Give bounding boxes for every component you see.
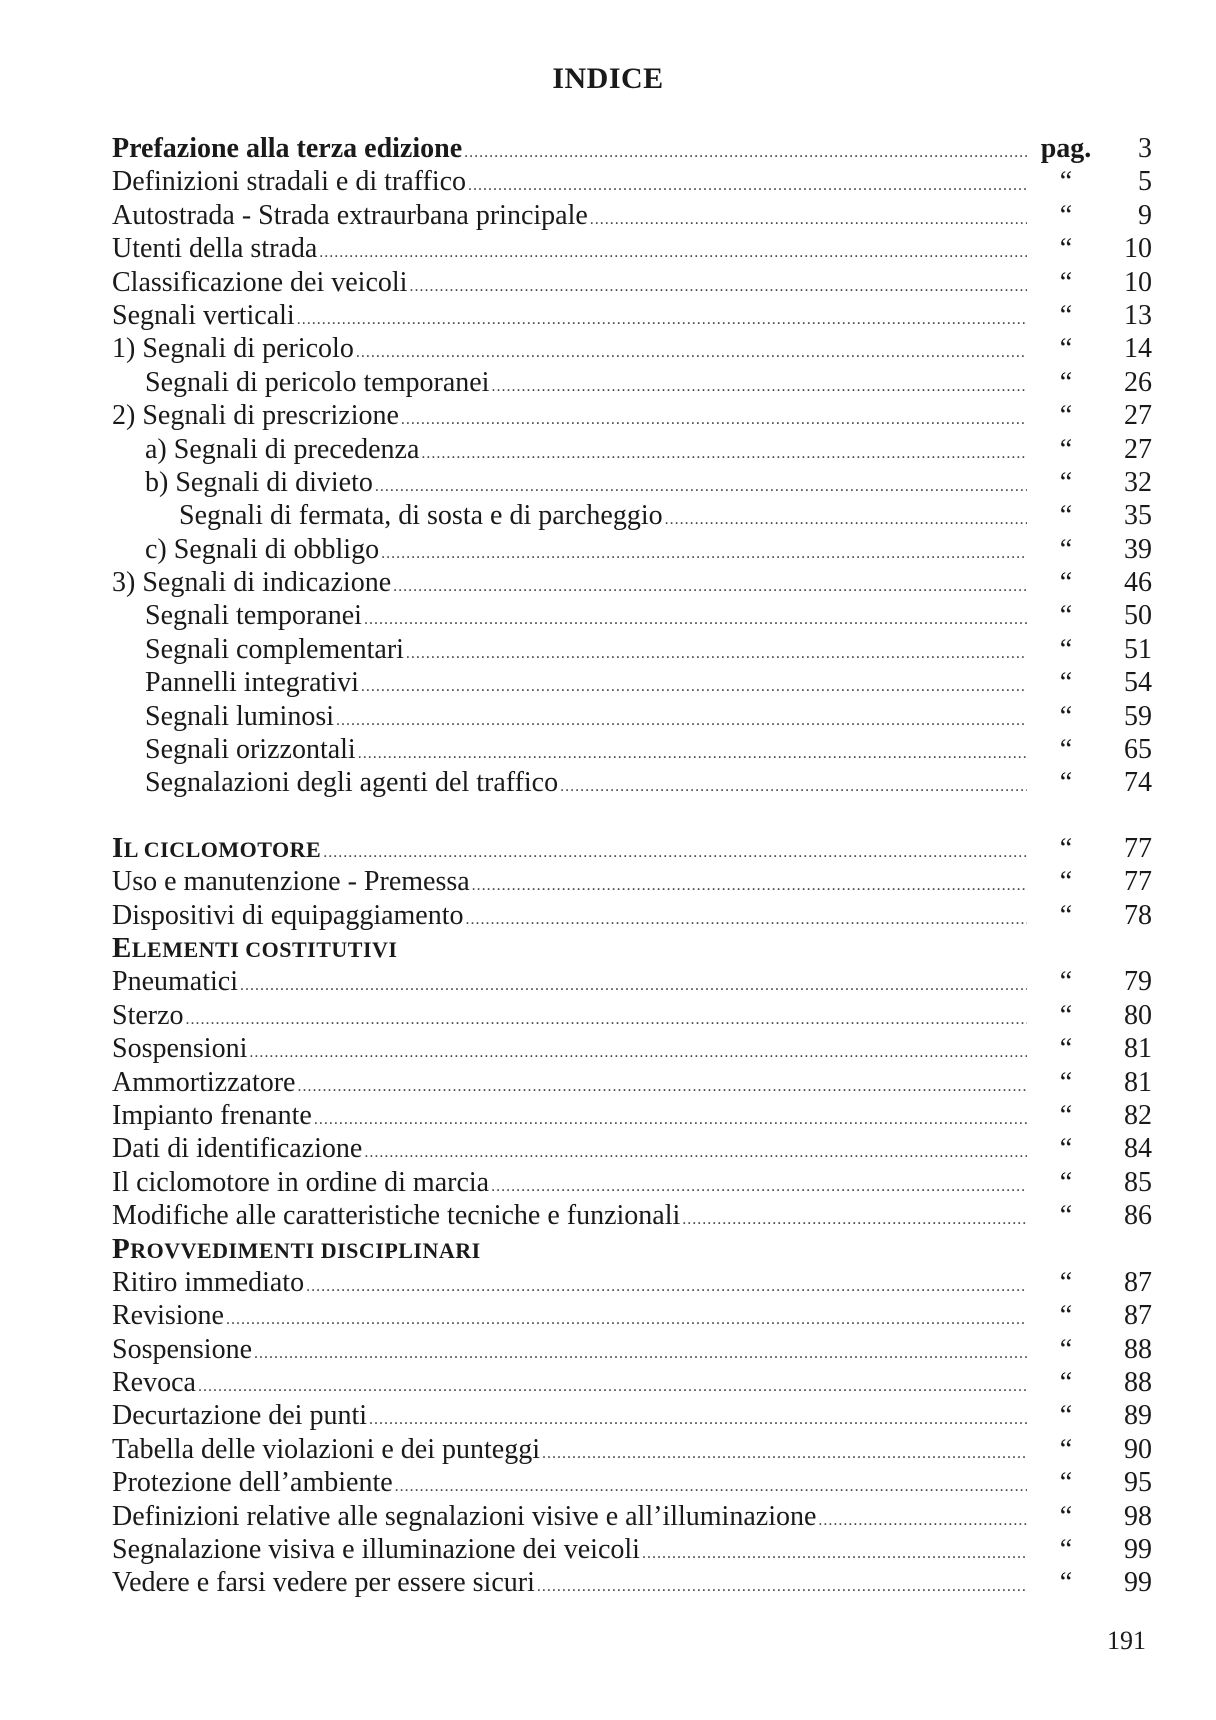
toc-entry-ditto-mark: “ xyxy=(1059,899,1073,931)
dot-leader xyxy=(535,1570,1027,1599)
toc-entry-leader xyxy=(112,399,1027,432)
toc-entry-ditto-mark: “ xyxy=(1059,633,1073,665)
toc-entry-leader xyxy=(112,733,1027,766)
toc-entry-leader xyxy=(112,1333,1027,1366)
dot-leader xyxy=(399,403,1027,432)
toc-entry-page: 5 xyxy=(1138,166,1152,198)
toc-entry-ditto-mark: “ xyxy=(1059,1300,1073,1332)
dot-leader xyxy=(466,169,1027,198)
toc-entry-ditto-mark: “ xyxy=(1059,199,1073,231)
toc-entry-leader xyxy=(112,1099,1027,1132)
toc-entry-ditto-mark: “ xyxy=(1059,400,1073,432)
toc-entry-leader xyxy=(112,1466,1027,1499)
toc-entry[interactable] xyxy=(112,599,1152,632)
dot-leader xyxy=(489,1170,1027,1199)
toc-entry-ditto-mark: “ xyxy=(1059,166,1073,198)
toc-entry-page: 81 xyxy=(1124,1033,1152,1065)
toc-entry-page: 74 xyxy=(1124,767,1152,799)
toc-entry-page: 51 xyxy=(1124,633,1152,665)
toc-entry[interactable] xyxy=(112,865,1152,898)
toc-entry-ditto-mark: “ xyxy=(1059,832,1073,864)
dot-leader xyxy=(680,1203,1027,1232)
toc-entry-label: Definizioni relative alle segnalazioni visive e all’illuminazione xyxy=(112,1500,817,1532)
index-title: INDICE xyxy=(552,62,664,95)
dot-leader xyxy=(354,336,1027,365)
toc-entry[interactable] xyxy=(112,832,1152,865)
dot-leader xyxy=(312,1103,1027,1132)
toc-entry-leader xyxy=(112,766,1027,799)
toc-entry-ditto-mark: “ xyxy=(1059,433,1073,465)
toc-entry-page: 98 xyxy=(1124,1500,1152,1532)
toc-entry-leader xyxy=(112,1533,1027,1566)
toc-entry-page: 27 xyxy=(1124,433,1152,465)
dot-leader xyxy=(393,1470,1027,1499)
toc-entry-leader xyxy=(112,965,1027,998)
toc-entry-ditto-mark: “ xyxy=(1059,266,1073,298)
toc-entry-ditto-mark: “ xyxy=(1059,700,1073,732)
dot-leader xyxy=(247,1036,1027,1065)
toc-entry-ditto-mark: “ xyxy=(1059,299,1073,331)
toc-entry[interactable] xyxy=(112,299,1152,332)
toc-entry-ditto-mark: “ xyxy=(1059,966,1073,998)
dot-leader xyxy=(663,503,1027,532)
toc-entry-label: Segnali complementari xyxy=(145,633,404,665)
toc-entry[interactable] xyxy=(112,1066,1152,1099)
toc-entry-label: Il ciclomotore in ordine di marcia xyxy=(112,1166,490,1198)
toc-entry-ditto-mark: pag. xyxy=(1040,133,1092,164)
toc-entry-page: 14 xyxy=(1124,333,1152,365)
dot-leader xyxy=(588,203,1027,232)
toc-entry-ditto-mark: “ xyxy=(1059,667,1073,699)
toc-entry-label: 2) Segnali di prescrizione xyxy=(112,400,399,432)
toc-entry-page: 10 xyxy=(1124,233,1152,265)
toc-entry-label: Segnali orizzontali xyxy=(145,734,356,766)
toc-entry-ditto-mark: “ xyxy=(1059,734,1073,766)
toc-entry[interactable] xyxy=(112,899,1152,932)
toc-entry-ditto-mark: “ xyxy=(1059,1266,1073,1298)
toc-entry-leader xyxy=(112,599,1027,632)
toc-entry-leader xyxy=(112,633,1027,666)
toc-entry-label: Decurtazione dei punti xyxy=(112,1400,368,1432)
toc-entry-leader xyxy=(112,832,1027,865)
toc-entry-label: Dispositivi di equipaggiamento xyxy=(112,899,464,931)
toc-entry-ditto-mark: “ xyxy=(1059,767,1073,799)
toc-entry-ditto-mark: “ xyxy=(1059,1066,1073,1098)
dot-leader xyxy=(362,603,1027,632)
toc-entry-leader xyxy=(112,865,1027,898)
toc-entry-page: 90 xyxy=(1124,1433,1152,1465)
toc-entry[interactable] xyxy=(112,1366,1152,1399)
toc-entry-ditto-mark: “ xyxy=(1059,1099,1073,1131)
toc-entry-leader xyxy=(112,1500,1027,1533)
toc-entry-label: Utenti della strada xyxy=(112,233,318,265)
toc-entry[interactable] xyxy=(112,132,1152,165)
toc-entry[interactable] xyxy=(112,499,1152,532)
toc-entry-ditto-mark: “ xyxy=(1059,1467,1073,1499)
toc-entry-label: Segnali luminosi xyxy=(145,700,334,732)
toc-entry-page: 3 xyxy=(1138,133,1152,164)
toc-entry[interactable] xyxy=(112,1433,1152,1466)
toc-entry-page: 84 xyxy=(1124,1133,1152,1165)
dot-leader xyxy=(252,1337,1027,1366)
toc-entry-page: 85 xyxy=(1124,1166,1152,1198)
toc-entry-page: 50 xyxy=(1124,600,1152,632)
toc-entry-page: 32 xyxy=(1124,466,1152,498)
dot-leader xyxy=(462,136,1027,165)
dot-leader xyxy=(362,1136,1027,1165)
toc-entry[interactable] xyxy=(112,1032,1152,1065)
dot-leader xyxy=(558,770,1027,799)
dot-leader xyxy=(238,969,1027,998)
toc-entry-page: 54 xyxy=(1124,667,1152,699)
toc-entry-leader xyxy=(112,299,1027,332)
toc-entry-label: Sospensione xyxy=(112,1333,252,1365)
toc-entry-label: Segnali temporanei xyxy=(145,600,362,632)
toc-entry-page: 26 xyxy=(1124,366,1152,398)
dot-leader xyxy=(317,236,1027,265)
toc-entry-leader xyxy=(112,999,1027,1032)
toc-entry-label: Ammortizzatore xyxy=(112,1066,296,1098)
dot-leader xyxy=(489,370,1027,399)
toc-entry-page: 88 xyxy=(1124,1367,1152,1399)
toc-entry-leader xyxy=(112,199,1027,232)
toc-entry-ditto-mark: “ xyxy=(1059,600,1073,632)
toc-entry[interactable] xyxy=(112,733,1152,766)
toc-entry-leader xyxy=(112,1032,1027,1065)
dot-leader xyxy=(367,1403,1027,1432)
dot-leader xyxy=(184,1003,1027,1032)
dot-leader xyxy=(391,570,1027,599)
toc-entry-leader xyxy=(112,899,1027,932)
toc-entry-page: 10 xyxy=(1124,266,1152,298)
toc-entry[interactable] xyxy=(112,1566,1152,1599)
dot-leader xyxy=(373,470,1027,499)
toc-entry-leader xyxy=(112,466,1027,499)
toc-entry-label: Classificazione dei veicoli xyxy=(112,266,408,298)
toc-entry-leader xyxy=(112,1266,1027,1299)
toc-entry-label: Segnali di fermata, di sosta e di parcheggio xyxy=(179,500,663,532)
toc-entry-ditto-mark: “ xyxy=(1059,1367,1073,1399)
toc-entry[interactable] xyxy=(112,1166,1152,1199)
toc-entry[interactable] xyxy=(112,1132,1152,1165)
toc-entry[interactable] xyxy=(112,332,1152,365)
toc-entry-label: 1) Segnali di pericolo xyxy=(112,333,354,365)
toc-entry[interactable] xyxy=(112,1299,1152,1332)
toc-entry-ditto-mark: “ xyxy=(1059,999,1073,1031)
toc-entry-leader xyxy=(112,1166,1027,1199)
toc-entry[interactable] xyxy=(112,1233,1152,1266)
toc-entry-label: Segnalazione visiva e illuminazione dei veicoli xyxy=(112,1534,640,1566)
toc-entry-label: Uso e manutenzione - Premessa xyxy=(112,866,470,898)
toc-entry-leader xyxy=(112,433,1027,466)
toc-entry-label: Sterzo xyxy=(112,999,184,1031)
toc-entry-leader xyxy=(112,266,1027,299)
toc-entry-page: 77 xyxy=(1124,866,1152,898)
toc-entry[interactable] xyxy=(112,1533,1152,1566)
toc-entry[interactable] xyxy=(112,965,1152,998)
toc-entry-label: 3) Segnali di indicazione xyxy=(112,567,392,599)
table-of-contents xyxy=(112,132,1152,1600)
toc-entry-ditto-mark: “ xyxy=(1059,567,1073,599)
dot-leader xyxy=(356,737,1027,766)
toc-entry-label: IL CICLOMOTORE xyxy=(112,831,322,864)
toc-entry-ditto-mark: “ xyxy=(1059,1166,1073,1198)
toc-entry[interactable] xyxy=(112,165,1152,198)
toc-entry-leader xyxy=(112,1132,1027,1165)
dot-leader xyxy=(407,270,1027,299)
dot-leader xyxy=(295,303,1027,332)
toc-entry-leader xyxy=(112,1433,1027,1466)
toc-entry-label: Segnalazioni degli agenti del traffico xyxy=(145,767,559,799)
toc-entry[interactable] xyxy=(112,199,1152,232)
toc-entry-label: Modifiche alle caratteristiche tecniche e funzionali xyxy=(112,1200,681,1232)
toc-entry-ditto-mark: “ xyxy=(1059,366,1073,398)
toc-entry-leader xyxy=(112,499,1027,532)
toc-entry-leader xyxy=(112,332,1027,365)
toc-entry-label: b) Segnali di divieto xyxy=(145,466,373,498)
dot-leader xyxy=(334,704,1027,733)
toc-entry-leader xyxy=(112,1233,1027,1266)
dot-leader xyxy=(359,670,1027,699)
toc-entry-page: 99 xyxy=(1124,1567,1152,1599)
toc-entry-label: Revoca xyxy=(112,1367,196,1399)
toc-entry-label: Impianto frenante xyxy=(112,1099,312,1131)
toc-entry-page: 27 xyxy=(1124,400,1152,432)
dot-leader xyxy=(295,1070,1027,1099)
toc-entry-page: 87 xyxy=(1124,1300,1152,1332)
toc-entry-label: Revisione xyxy=(112,1300,224,1332)
toc-entry[interactable] xyxy=(112,766,1152,799)
toc-entry[interactable] xyxy=(112,1500,1152,1533)
toc-entry-page: 89 xyxy=(1124,1400,1152,1432)
toc-entry-page: 99 xyxy=(1124,1534,1152,1566)
toc-entry-page: 77 xyxy=(1124,832,1152,864)
toc-entry-leader xyxy=(112,932,1027,965)
toc-entry[interactable] xyxy=(112,1399,1152,1432)
toc-entry-ditto-mark: “ xyxy=(1059,1567,1073,1599)
toc-entry[interactable] xyxy=(112,666,1152,699)
toc-entry[interactable] xyxy=(112,700,1152,733)
dot-leader xyxy=(224,1303,1027,1332)
toc-entry[interactable] xyxy=(112,566,1152,599)
toc-entry-ditto-mark: “ xyxy=(1059,1400,1073,1432)
toc-entry-page: 86 xyxy=(1124,1200,1152,1232)
toc-entry-leader xyxy=(112,1199,1027,1232)
toc-entry-label: c) Segnali di obbligo xyxy=(145,533,380,565)
toc-entry[interactable] xyxy=(112,232,1152,265)
toc-entry-leader xyxy=(112,366,1027,399)
toc-entry-page: 78 xyxy=(1124,899,1152,931)
toc-entry-label: Segnali verticali xyxy=(112,299,295,331)
toc-entry[interactable] xyxy=(112,1099,1152,1132)
toc-entry-ditto-mark: “ xyxy=(1059,1433,1073,1465)
toc-entry[interactable] xyxy=(112,999,1152,1032)
toc-entry-ditto-mark: “ xyxy=(1059,866,1073,898)
toc-entry-label: Vedere e farsi vedere per essere sicuri xyxy=(112,1567,535,1599)
toc-entry[interactable] xyxy=(112,1333,1152,1366)
dot-leader xyxy=(470,869,1027,898)
toc-entry-page: 80 xyxy=(1124,999,1152,1031)
toc-entry-page: 82 xyxy=(1124,1099,1152,1131)
toc-entry-page: 87 xyxy=(1124,1266,1152,1298)
toc-entry-label: Definizioni stradali e di traffico xyxy=(112,166,467,198)
toc-entry-leader xyxy=(112,533,1027,566)
toc-entry-leader xyxy=(112,1299,1027,1332)
toc-entry[interactable] xyxy=(112,466,1152,499)
toc-entry[interactable] xyxy=(112,1199,1152,1232)
toc-entry-leader xyxy=(112,700,1027,733)
toc-entry-leader xyxy=(112,1399,1027,1432)
toc-entry-page: 81 xyxy=(1124,1066,1152,1098)
toc-entry-leader xyxy=(112,232,1027,265)
toc-entry-page: 95 xyxy=(1124,1467,1152,1499)
toc-entry[interactable] xyxy=(112,932,1152,965)
toc-entry-page: 13 xyxy=(1124,299,1152,331)
toc-entry[interactable] xyxy=(112,1266,1152,1299)
toc-entry-ditto-mark: “ xyxy=(1059,333,1073,365)
toc-entry-page: 79 xyxy=(1124,966,1152,998)
dot-leader xyxy=(419,437,1027,466)
toc-entry-label: Sospensioni xyxy=(112,1033,248,1065)
dot-leader xyxy=(196,1370,1027,1399)
dot-leader xyxy=(540,1437,1027,1466)
toc-entry-page: 46 xyxy=(1124,567,1152,599)
dot-leader xyxy=(379,537,1027,566)
toc-entry[interactable] xyxy=(112,633,1152,666)
toc-entry-ditto-mark: “ xyxy=(1059,1200,1073,1232)
toc-entry-page: 59 xyxy=(1124,700,1152,732)
dot-leader xyxy=(640,1537,1027,1566)
toc-entry-label: Segnali di pericolo temporanei xyxy=(145,366,490,398)
toc-entry-label: Dati di identificazione xyxy=(112,1133,363,1165)
toc-entry-label: PROVVEDIMENTI DISCIPLINARI xyxy=(112,1232,481,1265)
toc-entry-ditto-mark: “ xyxy=(1059,1500,1073,1532)
toc-entry-label: ELEMENTI COSTITUTIVI xyxy=(112,931,398,964)
toc-entry-label: Tabella delle violazioni e dei punteggi xyxy=(112,1433,540,1465)
toc-entry-leader xyxy=(112,1066,1027,1099)
toc-entry-label: Prefazione alla terza edizione xyxy=(112,133,463,164)
toc-entry-ditto-mark: “ xyxy=(1059,1133,1073,1165)
toc-entry-label: a) Segnali di precedenza xyxy=(145,433,420,465)
dot-leader xyxy=(404,637,1027,666)
toc-entry-label: Pannelli integrativi xyxy=(145,667,359,699)
toc-entry-page: 9 xyxy=(1138,199,1152,231)
toc-entry-label: Pneumatici xyxy=(112,966,238,998)
toc-entry-label: Protezione dell’ambiente xyxy=(112,1467,393,1499)
toc-entry-page: 39 xyxy=(1124,533,1152,565)
dot-leader xyxy=(304,1270,1027,1299)
toc-entry-label: Ritiro immediato xyxy=(112,1266,305,1298)
toc-entry-ditto-mark: “ xyxy=(1059,1534,1073,1566)
dot-leader xyxy=(464,903,1027,932)
toc-entry-leader xyxy=(112,1366,1027,1399)
toc-entry-ditto-mark: “ xyxy=(1059,500,1073,532)
toc-entry[interactable] xyxy=(112,366,1152,399)
toc-entry-leader xyxy=(112,1566,1027,1599)
toc-entry-leader xyxy=(112,165,1027,198)
toc-entry-page: 65 xyxy=(1124,734,1152,766)
toc-entry-page: 35 xyxy=(1124,500,1152,532)
toc-entry-page: 88 xyxy=(1124,1333,1152,1365)
toc-entry-leader xyxy=(112,132,1027,165)
toc-entry[interactable] xyxy=(112,1466,1152,1499)
toc-entry-ditto-mark: “ xyxy=(1059,1333,1073,1365)
toc-entry-leader xyxy=(112,566,1027,599)
toc-entry-ditto-mark: “ xyxy=(1059,1033,1073,1065)
toc-entry-ditto-mark: “ xyxy=(1059,233,1073,265)
toc-entry-ditto-mark: “ xyxy=(1059,466,1073,498)
dot-leader xyxy=(321,836,1027,865)
toc-entry-ditto-mark: “ xyxy=(1059,533,1073,565)
toc-entry[interactable] xyxy=(112,399,1152,432)
toc-entry[interactable] xyxy=(112,266,1152,299)
page-number: 191 xyxy=(1107,1626,1146,1655)
toc-entry-label: Autostrada - Strada extraurbana principale xyxy=(112,199,588,231)
toc-entry[interactable] xyxy=(112,533,1152,566)
toc-entry-leader xyxy=(112,666,1027,699)
toc-entry[interactable] xyxy=(112,433,1152,466)
dot-leader xyxy=(816,1504,1027,1533)
